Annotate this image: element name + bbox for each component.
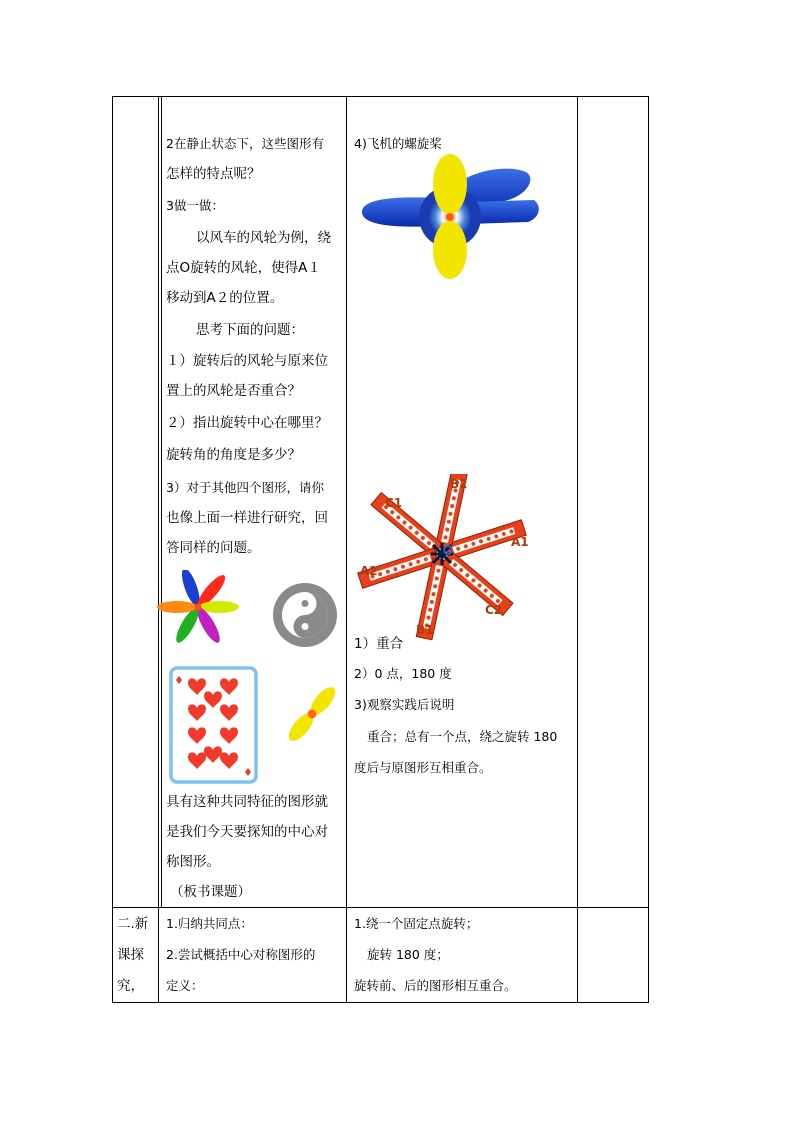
- answer-2: 2）0 点，180 度: [354, 666, 452, 681]
- col-divider-1b: [161, 96, 162, 907]
- row2-task-line3: 定义：: [166, 978, 204, 993]
- answer-3: 3)观察实践后说明: [354, 697, 455, 712]
- col-divider-3: [577, 96, 578, 1003]
- row2-section-line2: 课探: [117, 947, 144, 963]
- row2-section-line1: 二.新: [117, 916, 149, 932]
- item-3-line2: 也像上面一样进行研究，回: [166, 510, 328, 526]
- paragraph-1-line2: 点O旋转的风轮，使得A１: [166, 260, 321, 276]
- item-2-line1: ２）指出旋转中心在哪里？: [166, 415, 328, 431]
- flower-center: [195, 604, 202, 611]
- label-a1: A1: [511, 535, 529, 549]
- answer-4-line1: 重合；总有一个点，绕之旋转 180: [367, 729, 558, 744]
- label-a2: A2: [360, 564, 378, 578]
- windmill-blade-c2: [441, 552, 513, 616]
- item-3-line1: 3）对于其他四个图形，请你: [166, 480, 324, 495]
- answer-4-line2: 度后与原图形互相重合。: [354, 760, 492, 775]
- table-top-border: [112, 96, 649, 97]
- row2-answer-line3: 旋转前、后的图形相互重合。: [354, 978, 517, 993]
- yin-yang-figure: [272, 582, 338, 648]
- col-divider-1: [158, 96, 159, 1003]
- windmill-figure: [356, 474, 534, 642]
- paragraph-1-line1: 以风车的风轮为例，绕: [196, 230, 331, 246]
- table-left-border: [112, 96, 113, 1003]
- row2-task-line1: 1.归纳共同点：: [166, 916, 253, 931]
- label-c1: C1: [385, 496, 403, 510]
- flower-petal: [157, 601, 197, 613]
- answer-1: 1）重合: [354, 636, 404, 652]
- playing-card-figure: [169, 666, 258, 784]
- conclusion-line3: 称图形。: [166, 854, 220, 870]
- item-1-line2: 置上的风轮是否重合？: [166, 383, 301, 399]
- propeller-title: 4)飞机的螺旋桨: [354, 136, 442, 151]
- item-1-line1: １）旋转后的风轮与原来位: [166, 353, 328, 369]
- table-right-border: [648, 96, 649, 1003]
- label-b2: B2: [450, 477, 468, 491]
- small-propeller-figure: [278, 678, 344, 750]
- think-heading: 思考下面的问题：: [196, 322, 304, 338]
- row2-section-line3: 究，: [117, 978, 144, 994]
- row2-answer-line2: 旋转 180 度；: [367, 947, 449, 962]
- windmill-blade-c1: [371, 493, 443, 557]
- item-3-line3: 答同样的问题。: [166, 540, 261, 556]
- row2-task-line2: 2.尝试概括中心对称图形的: [166, 947, 316, 962]
- col-divider-2: [346, 96, 347, 1003]
- row2-answer-line1: 1.绕一个固定点旋转；: [354, 916, 479, 931]
- question-2-line1: 2在静止状态下，这些图形有: [166, 136, 324, 151]
- conclusion-line1: 具有这种共同特征的图形就: [166, 794, 328, 810]
- table-bottom-border: [112, 1002, 649, 1003]
- airplane-propeller-figure: [358, 154, 540, 279]
- paragraph-1-line3: 移动到A２的位置。: [166, 290, 284, 306]
- question-3: 3做一做：: [166, 198, 224, 213]
- item-2-line2: 旋转角的角度是多少？: [166, 447, 301, 463]
- question-2-line2: 怎样的特点呢？: [166, 166, 261, 182]
- label-c2: C2: [485, 603, 503, 617]
- row-divider: [112, 907, 649, 908]
- flower-figure: [156, 570, 240, 644]
- board-title-note: （板书课题）: [170, 884, 251, 900]
- conclusion-line2: 是我们今天要探知的中心对: [166, 824, 328, 840]
- label-b1: B1: [416, 623, 434, 637]
